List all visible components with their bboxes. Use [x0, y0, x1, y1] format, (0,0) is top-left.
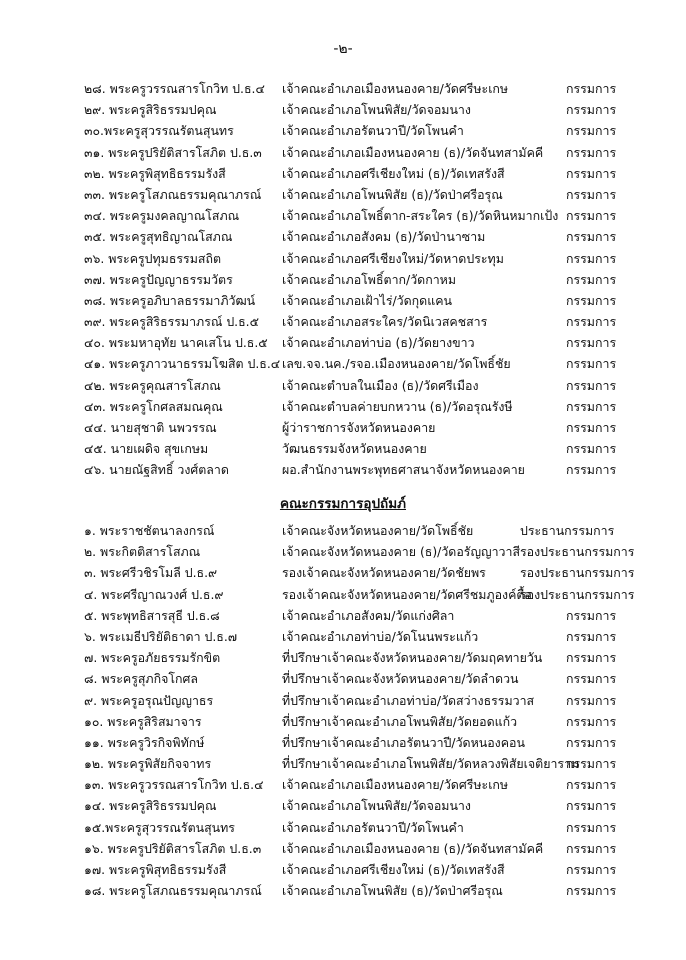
member-position: เจ้าคณะอำเภอโพนพิสัย (ธ)/วัดป่าศรีอรุณ: [282, 883, 503, 899]
list-item: [0, 880, 686, 901]
list-item: [0, 353, 686, 374]
member-role: กรรมการ: [566, 777, 617, 793]
list-item: [0, 690, 686, 711]
member-position: เจ้าคณะอำเภอโพธิ์ตาก-สระใคร (ธ)/วัดหินหมากเป้ง: [282, 208, 559, 224]
member-position: เจ้าคณะอำเภอรัตนวาปี/วัดโพนคำ: [282, 123, 464, 139]
member-position: เลข.จจ.นค./รจอ.เมืองหนองคาย/วัดโพธิ์ชัย: [282, 356, 511, 372]
member-role: กรรมการ: [566, 607, 617, 623]
list-item: [0, 753, 686, 774]
member-role: กรรมการ: [566, 250, 617, 266]
member-position: ที่ปรึกษาเจ้าคณะอำเภอโพนพิสัย/วัดหลวงพิสัยเจติยาราม: [282, 756, 580, 772]
member-role: กรรมการ: [566, 356, 617, 372]
member-position: ผู้ว่าราชการจังหวัดหนองคาย: [282, 420, 436, 435]
member-role: กรรมการ: [566, 314, 617, 330]
member-position: เจ้าคณะตำบลค่ายบกหวาน (ธ)/วัดอรุณรังษี: [282, 398, 513, 414]
member-name: ๔๐. พระมหาอุทัย นาคเสโน ป.ธ.๕: [84, 335, 268, 351]
member-name: ๓๑. พระครูปริยัติสารโสภิต ป.ธ.๓: [84, 144, 262, 160]
member-name: ๔. พระศรีญาณวงศ์ ป.ธ.๙: [84, 586, 224, 602]
member-role: กรรมการ: [566, 819, 617, 835]
member-position: เจ้าคณะอำเภอเมืองหนองคาย/วัดศรีษะเกษ: [282, 777, 509, 793]
member-position: เจ้าคณะอำเภอท่าบ่อ (ธ)/วัดยางขาว: [282, 335, 475, 351]
member-name: ๗. พระครูอภัยธรรมรักขิต: [84, 650, 221, 666]
list-item: [0, 142, 686, 163]
member-name: ๓๔. พระครูมงคลญาณโสภณ: [84, 208, 240, 224]
member-role: กรรมการ: [566, 671, 617, 687]
member-name: ๒๘. พระครูวรรณสารโกวิท ป.ธ.๔: [84, 81, 265, 96]
list-item: [0, 120, 686, 141]
list-item: [0, 290, 686, 311]
member-position: เจ้าคณะอำเภอโพนพิสัย/วัดจอมนาง: [282, 798, 471, 814]
member-name: ๙. พระครูอรุณปัญญาธร: [84, 692, 214, 708]
member-role: กรรมการ: [566, 102, 617, 118]
member-position: ที่ปรึกษาเจ้าคณะจังหวัดหนองคาย/วัดมฤคทายวัน: [282, 650, 543, 666]
member-position: เจ้าคณะอำเภอสังคม/วัดแก่งศิลา: [282, 607, 455, 623]
member-name: ๔๕. นายเผดิจ สุขเกษม: [84, 441, 209, 457]
member-role: รองประธานกรรมการ: [520, 544, 635, 560]
member-position: เจ้าคณะจังหวัดหนองคาย/วัดโพธิ์ชัย: [282, 523, 474, 538]
member-role: กรรมการ: [566, 420, 617, 435]
list-item: [0, 205, 686, 226]
member-role: กรรมการ: [566, 713, 617, 729]
member-name: ๓๙. พระครูสิริธรรมาภรณ์ ป.ธ.๕: [84, 314, 259, 330]
patron-list: [0, 520, 686, 901]
member-role: กรรมการ: [566, 165, 617, 181]
member-role: กรรมการ: [566, 144, 617, 160]
member-role: กรรมการ: [566, 186, 617, 202]
list-item: [0, 795, 686, 816]
member-position: เจ้าคณะอำเภอศรีเชียงใหม่ (ธ)/วัดเทสรังสี: [282, 862, 505, 877]
member-role: รองประธานกรรมการ: [520, 565, 635, 581]
list-item: [0, 99, 686, 120]
member-name: ๑๗. พระครูพิสุทธิธรรมรังสี: [84, 862, 227, 877]
member-position: เจ้าคณะจังหวัดหนองคาย (ธ)/วัดอรัญญาวาสี: [282, 544, 521, 560]
member-role: กรรมการ: [566, 862, 617, 877]
member-name: ๔๑. พระครูภาวนาธรรมโฆสิต ป.ธ.๔: [84, 356, 281, 372]
member-role: ประธานกรรมการ: [520, 523, 615, 538]
member-role: กรรมการ: [566, 798, 617, 814]
list-item: [0, 417, 686, 438]
member-position: เจ้าคณะอำเภอเมืองหนองคาย/วัดศรีษะเกษ: [282, 81, 509, 96]
list-item: [0, 817, 686, 838]
member-name: ๘. พระครูสุภกิจโกศล: [84, 671, 198, 687]
list-item: [0, 626, 686, 647]
list-item: [0, 332, 686, 353]
member-name: ๖. พระเมธีปริยัติธาดา ป.ธ.๗: [84, 628, 238, 644]
list-item: [0, 184, 686, 205]
list-item: [0, 605, 686, 626]
member-position: เจ้าคณะอำเภอโพธิ์ตาก/วัดกาหม: [282, 271, 457, 287]
member-role: รองประธานกรรมการ: [520, 586, 635, 602]
list-item: [0, 375, 686, 396]
member-position: วัฒนธรรมจังหวัดหนองคาย: [282, 441, 427, 457]
member-name: ๓๐.พระครูสุวรรณรัตนสุนทร: [84, 123, 234, 139]
member-role: กรรมการ: [566, 883, 617, 899]
member-name: ๓๗. พระครูปัญญาธรรมวัตร: [84, 271, 233, 287]
member-role: กรรมการ: [566, 692, 617, 708]
member-name: ๒๙. พระครูสิริธรรมปคุณ: [84, 102, 217, 118]
committee-list: [0, 78, 686, 481]
member-position: ที่ปรึกษาเจ้าคณะอำเภอโพนพิสัย/วัดยอดแก้ว: [282, 713, 518, 729]
member-role: กรรมการ: [566, 123, 617, 139]
member-role: กรรมการ: [566, 81, 617, 96]
member-position: รองเจ้าคณะจังหวัดหนองคาย/วัดชัยพร: [282, 565, 486, 581]
member-position: เจ้าคณะอำเภอสระใคร/วัดนิเวสคชสาร: [282, 314, 488, 330]
member-role: กรรมการ: [566, 271, 617, 287]
member-position: เจ้าคณะตำบลในเมือง (ธ)/วัดศรีเมือง: [282, 377, 479, 393]
list-item: [0, 541, 686, 562]
list-item: [0, 668, 686, 689]
member-name: ๑๑. พระครูวิรกิจพิทักษ์: [84, 734, 205, 750]
member-name: ๓๓. พระครูโสภณธรรมคุณาภรณ์: [84, 186, 262, 202]
list-item: [0, 732, 686, 753]
member-role: กรรมการ: [566, 650, 617, 666]
member-name: ๑๘. พระครูโสภณธรรมคุณาภรณ์: [84, 883, 262, 899]
list-item: [0, 396, 686, 417]
member-name: ๑๓. พระครูวรรณสารโกวิท ป.ธ.๔: [84, 777, 264, 793]
member-position: เจ้าคณะอำเภอท่าบ่อ/วัดโนนพระแก้ว: [282, 628, 479, 644]
member-name: ๓๘. พระครูอภิบาลธรรมาภิวัฒน์: [84, 292, 256, 308]
list-item: [0, 859, 686, 880]
list-item: [0, 584, 686, 605]
member-name: ๑๖. พระครูปริยัติสารโสภิต ป.ธ.๓: [84, 840, 262, 856]
list-item: [0, 647, 686, 668]
list-item: [0, 163, 686, 184]
member-name: ๔๓. พระครูโกศลสมณคุณ: [84, 398, 223, 414]
member-position: ที่ปรึกษาเจ้าคณะจังหวัดหนองคาย/วัดลำดวน: [282, 671, 519, 687]
list-item: [0, 459, 686, 480]
member-role: กรรมการ: [566, 377, 617, 393]
patron-section-title: คณะกรรมการอุปถัมภ์: [279, 496, 407, 512]
member-name: ๓๖. พระครูปทุมธรรมสถิต: [84, 250, 221, 266]
member-position: เจ้าคณะอำเภอเมืองหนองคาย (ธ)/วัดจันทสามัคคี: [282, 144, 544, 160]
member-role: กรรมการ: [566, 208, 617, 224]
member-name: ๔๔. นายสุชาติ นพวรรณ: [84, 420, 217, 435]
member-name: ๑๒. พระครูพิสัยกิจจาทร: [84, 756, 212, 772]
member-name: ๔๖. นายณัฐสิทธิ์ วงศ์ตลาด: [84, 462, 229, 478]
member-position: เจ้าคณะอำเภอโพนพิสัย (ธ)/วัดป่าศรีอรุณ: [282, 186, 503, 202]
member-position: เจ้าคณะอำเภอศรีเชียงใหม่/วัดหาดประทุม: [282, 250, 504, 266]
member-name: ๑. พระราชชัตนาลงกรณ์: [84, 523, 215, 538]
member-position: เจ้าคณะอำเภอเมืองหนองคาย (ธ)/วัดจันทสามัคคี: [282, 840, 544, 856]
member-role: กรรมการ: [566, 462, 617, 478]
list-item: [0, 78, 686, 99]
list-item: [0, 438, 686, 459]
member-role: กรรมการ: [566, 229, 617, 245]
member-role: กรรมการ: [566, 628, 617, 644]
member-position: เจ้าคณะอำเภอศรีเชียงใหม่ (ธ)/วัดเทสรังสี: [282, 165, 505, 181]
member-name: ๕. พระพุทธิสารสุธี ป.ธ.๘: [84, 607, 220, 623]
member-name: ๔๒. พระครูคุณสารโสภณ: [84, 377, 221, 393]
list-item: [0, 562, 686, 583]
member-name: ๒. พระกิตติสารโสภณ: [84, 544, 201, 560]
member-position: เจ้าคณะอำเภอสังคม (ธ)/วัดป่านาซาม: [282, 229, 486, 245]
list-item: [0, 774, 686, 795]
member-role: กรรมการ: [566, 335, 617, 351]
member-name: ๓๒. พระครูพิสุทธิธรรมรังสี: [84, 165, 226, 181]
member-position: เจ้าคณะอำเภอเฝ้าไร่/วัดกุดแคน: [282, 292, 452, 308]
list-item: [0, 311, 686, 332]
list-item: [0, 838, 686, 859]
member-role: กรรมการ: [566, 398, 617, 414]
member-name: ๑๔. พระครูสิริธรรมปคุณ: [84, 798, 217, 814]
page-number: -๒-: [333, 41, 353, 57]
list-item: [0, 248, 686, 269]
member-position: ผอ.สำนักงานพระพุทธศาสนาจังหวัดหนองคาย: [282, 462, 525, 478]
member-name: ๑๕.พระครูสุวรรณรัตนสุนทร: [84, 819, 235, 835]
member-position: ที่ปรึกษาเจ้าคณะอำเภอรัตนวาปี/วัดหนองคอน: [282, 734, 525, 750]
member-role: กรรมการ: [566, 292, 617, 308]
member-position: รองเจ้าคณะจังหวัดหนองคาย/วัดศรีชมภูองค์ตื้อ: [282, 586, 532, 602]
list-item: [0, 269, 686, 290]
member-role: กรรมการ: [566, 756, 617, 772]
list-item: [0, 226, 686, 247]
member-position: เจ้าคณะอำเภอรัตนวาปี/วัดโพนคำ: [282, 819, 464, 835]
member-role: กรรมการ: [566, 840, 617, 856]
list-item: [0, 711, 686, 732]
list-item: [0, 520, 686, 541]
member-name: ๓. พระศรีวชิรโมลี ป.ธ.๙: [84, 565, 218, 581]
member-role: กรรมการ: [566, 441, 617, 457]
member-name: ๑๐. พระครูสิริสมาจาร: [84, 713, 202, 729]
member-position: เจ้าคณะอำเภอโพนพิสัย/วัดจอมนาง: [282, 102, 471, 118]
member-position: ที่ปรึกษาเจ้าคณะอำเภอท่าบ่อ/วัดสว่างธรรมวาส: [282, 692, 535, 708]
member-name: ๓๕. พระครูสุทธิญาณโสภณ: [84, 229, 233, 245]
member-role: กรรมการ: [566, 734, 617, 750]
